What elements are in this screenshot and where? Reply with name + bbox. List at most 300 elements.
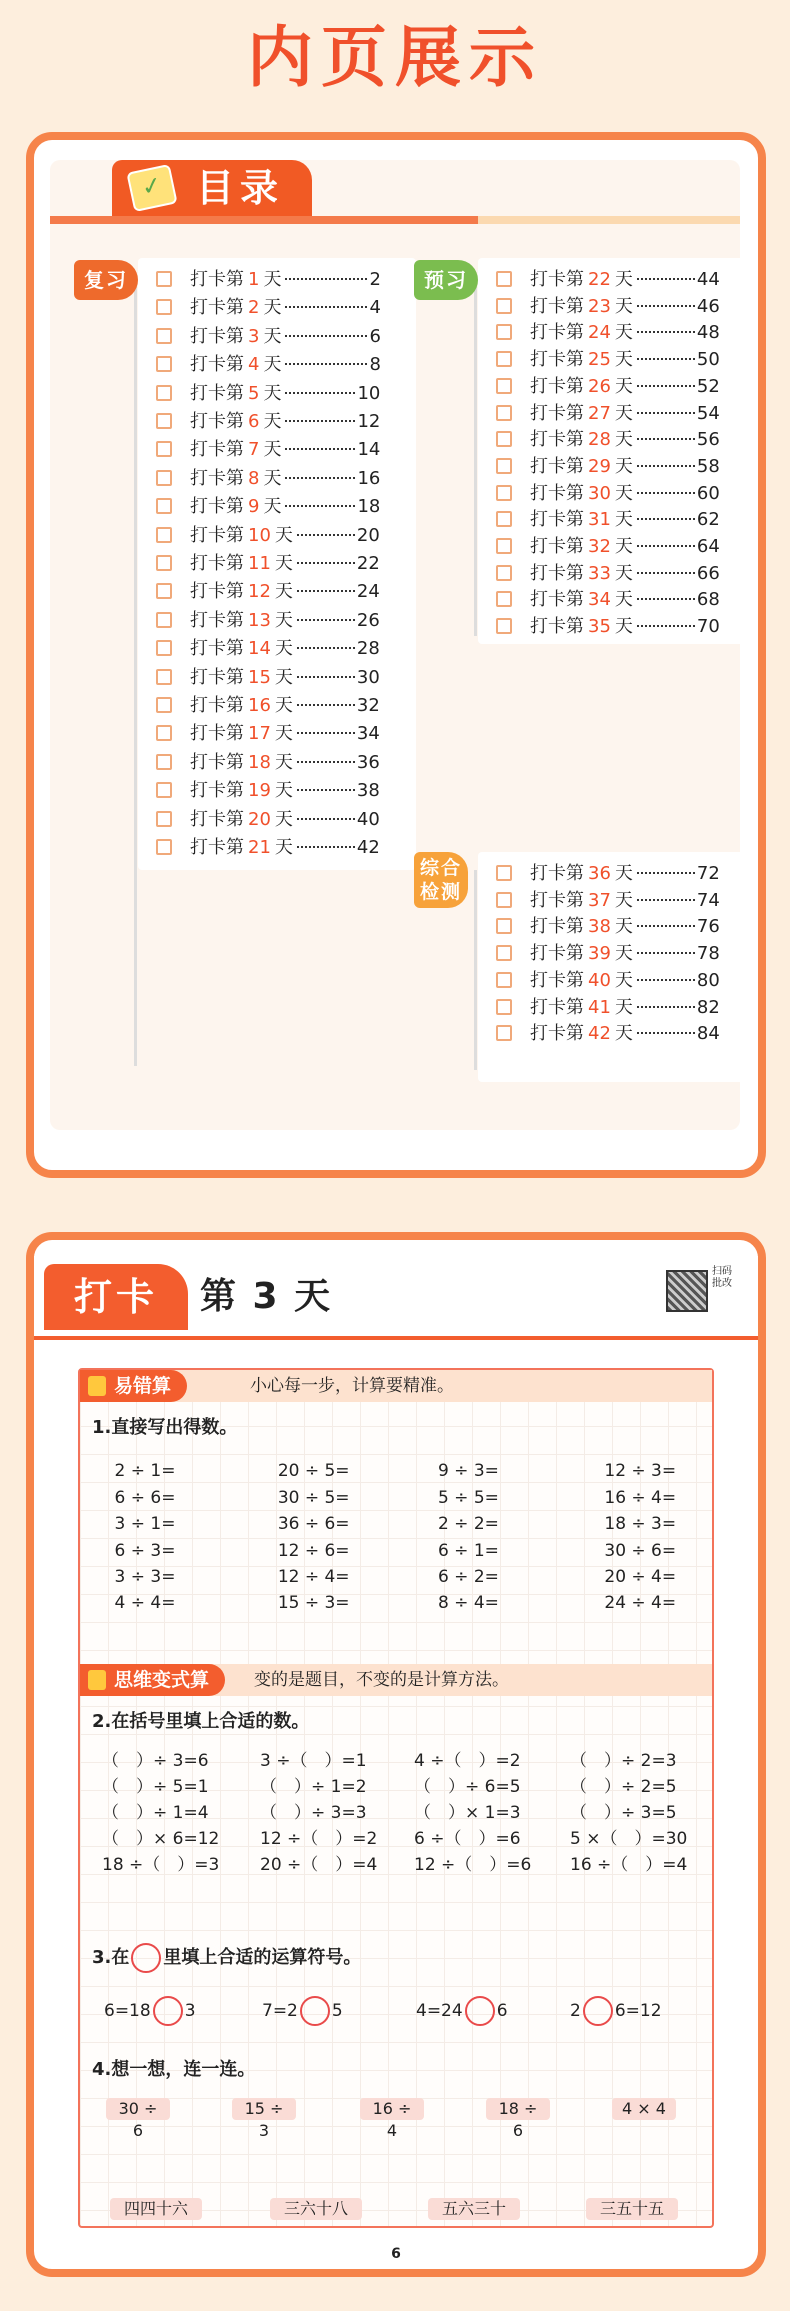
toc-entry-suffix: 天 xyxy=(614,295,633,317)
toc-entry-day: 2 xyxy=(248,297,260,319)
toc-entry-prefix: 打卡第 xyxy=(190,382,244,404)
leader-dots xyxy=(297,676,355,678)
checkbox[interactable] xyxy=(496,565,512,581)
checkbox[interactable] xyxy=(156,640,172,656)
toc-entry[interactable] xyxy=(496,613,720,641)
toc-title: 目录 xyxy=(196,166,285,210)
toc-entry-suffix: 天 xyxy=(274,638,293,660)
leader-dots xyxy=(285,392,355,394)
checkbox[interactable] xyxy=(496,271,512,287)
operator-item xyxy=(416,1994,508,2028)
checkbox[interactable] xyxy=(156,782,172,798)
toc-entry-day: 37 xyxy=(588,889,611,911)
fill-blank-expression[interactable]: 5 ×（ ）=30 xyxy=(570,1829,688,1849)
expression: 36 ÷ 6= xyxy=(277,1514,350,1535)
toc-entry[interactable] xyxy=(156,550,380,578)
toc-entry-page: 12 xyxy=(357,411,381,432)
fill-blank-expression[interactable]: （ ）÷ 3=3 xyxy=(260,1803,367,1823)
checkbox[interactable] xyxy=(156,754,172,770)
checkbox[interactable] xyxy=(156,413,172,429)
toc-entry-day: 38 xyxy=(588,916,611,938)
toc-entry-suffix: 天 xyxy=(614,429,633,451)
toc-entry-page: 48 xyxy=(696,322,720,344)
match-expression[interactable]: 30 ÷ 6 xyxy=(106,2098,170,2120)
toc-entry-suffix: 天 xyxy=(614,996,633,1018)
toc-entry-day: 32 xyxy=(588,536,611,557)
toc-entry[interactable] xyxy=(496,373,720,401)
leader-dots xyxy=(297,590,355,592)
leader-dots xyxy=(285,420,355,422)
toc-entry-prefix: 打卡第 xyxy=(190,638,244,660)
toc-entry[interactable] xyxy=(156,692,380,720)
toc-entry-prefix: 打卡第 xyxy=(530,562,584,584)
toc-entry[interactable] xyxy=(156,380,380,408)
leader-dots xyxy=(637,598,695,600)
leader-dots xyxy=(637,465,695,467)
toc-entry-page: 14 xyxy=(357,439,381,461)
operator-answer-circle[interactable] xyxy=(300,1996,330,2026)
toc-entry-day: 11 xyxy=(248,553,271,574)
toc-entry[interactable] xyxy=(496,506,720,534)
toc-entry-prefix: 打卡第 xyxy=(530,863,584,884)
expression: 16 ÷ 4= xyxy=(604,1487,677,1508)
toc-entry-day: 29 xyxy=(588,455,611,477)
toc-entry[interactable] xyxy=(156,493,380,521)
leader-dots xyxy=(297,647,355,649)
toc-entry[interactable] xyxy=(496,426,720,454)
operator-answer-circle[interactable] xyxy=(583,1996,613,2026)
leader-dots xyxy=(297,818,355,820)
checkbox[interactable] xyxy=(496,972,512,988)
toc-entry-suffix: 天 xyxy=(263,325,282,347)
leader-dots xyxy=(637,872,695,874)
leader-dots xyxy=(637,1032,695,1034)
fill-blank-expression[interactable]: 4 ÷（ ）=2 xyxy=(414,1751,521,1771)
toc-entry-page: 74 xyxy=(696,889,720,911)
fill-blank-expression[interactable]: 18 ÷（ ）=3 xyxy=(102,1855,220,1875)
toc-entry-suffix: 天 xyxy=(614,969,633,991)
toc-entry-suffix: 天 xyxy=(263,439,282,461)
toc-entry-day: 12 xyxy=(248,581,271,603)
band-thinking xyxy=(80,1664,712,1696)
toc-entry-suffix: 天 xyxy=(614,375,633,397)
toc-entry[interactable] xyxy=(496,400,720,428)
fill-blank-expression[interactable]: （ ）÷ 1=4 xyxy=(102,1803,209,1823)
checkbox[interactable] xyxy=(156,839,172,855)
toc-entry-suffix: 天 xyxy=(274,751,293,773)
band-tag-easy-mistake: 易错算 xyxy=(80,1370,187,1402)
checkbox[interactable] xyxy=(156,356,172,372)
toc-entry-page: 18 xyxy=(357,496,381,518)
checkbox[interactable] xyxy=(496,324,512,340)
expression: 6 ÷ 3= xyxy=(114,1540,176,1561)
toc-entry-day: 30 xyxy=(588,482,611,504)
fill-blank-expression[interactable]: 3 ÷（ ）=1 xyxy=(260,1751,367,1771)
worksheet xyxy=(78,1368,714,2228)
toc-entry-suffix: 天 xyxy=(274,723,293,745)
checkbox[interactable] xyxy=(156,527,172,543)
toc-entry-day: 6 xyxy=(248,411,260,432)
checkbox[interactable] xyxy=(496,458,512,474)
leader-dots xyxy=(637,925,695,927)
toc-entry-suffix: 天 xyxy=(263,382,282,404)
toc-entry[interactable] xyxy=(156,834,380,862)
toc-entry-prefix: 打卡第 xyxy=(190,837,244,858)
checkbox[interactable] xyxy=(496,431,512,447)
toc-entry-prefix: 打卡第 xyxy=(530,322,584,344)
answer-circle xyxy=(131,1943,161,1973)
practice-card xyxy=(26,1232,766,2277)
section-label-review: 复习 xyxy=(74,260,138,300)
operator-right: 5 xyxy=(331,2001,343,2021)
leader-dots xyxy=(637,625,695,627)
toc-entry-suffix: 天 xyxy=(263,269,282,290)
operator-right: 3 xyxy=(184,2001,196,2021)
toc-entry-prefix: 打卡第 xyxy=(190,723,244,745)
checkbox[interactable] xyxy=(496,945,512,961)
toc-entry[interactable] xyxy=(496,266,720,294)
fill-blank-expression[interactable]: （ ）÷ 3=5 xyxy=(570,1803,677,1823)
checkbox[interactable] xyxy=(156,669,172,685)
operator-right: 6 xyxy=(496,2001,508,2021)
fill-blank-expression[interactable]: （ ）× 1=3 xyxy=(414,1803,521,1823)
question-2-title: 2.在括号里填上合适的数。 xyxy=(92,1711,310,1732)
toc-entry[interactable] xyxy=(496,860,720,888)
toc-entry-day: 13 xyxy=(248,609,271,631)
question-3-title-pre: 3.在 xyxy=(92,1947,130,1968)
leader-dots xyxy=(637,331,695,333)
toc-entry-day: 17 xyxy=(248,723,271,745)
toc-entry-day: 33 xyxy=(588,562,611,584)
checkbox[interactable] xyxy=(156,271,172,287)
toc-entry-day: 41 xyxy=(588,996,611,1018)
toc-entry-page: 62 xyxy=(696,509,720,531)
match-rhyme[interactable]: 三六十八 xyxy=(270,2198,362,2220)
toc-entry-suffix: 天 xyxy=(614,509,633,531)
toc-entry-day: 24 xyxy=(588,322,611,344)
leader-dots xyxy=(637,305,695,307)
toc-entry[interactable] xyxy=(156,465,380,493)
toc-rule-right-2 xyxy=(474,870,477,1070)
toc-entry[interactable] xyxy=(496,994,720,1022)
toc-entry-day: 19 xyxy=(248,780,271,802)
toc-entry-prefix: 打卡第 xyxy=(530,943,584,965)
toc-entry[interactable] xyxy=(156,266,381,294)
leader-dots xyxy=(637,385,695,387)
fill-blank-expression[interactable]: （ ）÷ 6=5 xyxy=(414,1777,521,1797)
fill-blank-expression[interactable]: 6 ÷（ ）=6 xyxy=(414,1829,521,1849)
toc-entry-day: 10 xyxy=(248,524,271,546)
toc-entry-day: 28 xyxy=(588,429,611,451)
toc-card xyxy=(26,132,766,1178)
toc-entry-page: 70 xyxy=(696,616,720,638)
expression: 9 ÷ 3= xyxy=(437,1461,499,1482)
leader-dots xyxy=(637,518,695,520)
toc-entry-suffix: 天 xyxy=(274,666,293,688)
operator-left: 7=2 xyxy=(262,2001,298,2021)
toc-entry-day: 27 xyxy=(588,402,611,424)
toc-entry-suffix: 天 xyxy=(614,402,633,424)
checkbox[interactable] xyxy=(496,865,512,881)
toc-entry-suffix: 天 xyxy=(614,482,633,504)
toc-entry[interactable] xyxy=(496,533,720,561)
operator-item xyxy=(104,1994,196,2028)
toc-entry-page: 24 xyxy=(356,581,380,603)
toc-entry-page: 46 xyxy=(696,295,720,317)
toc-entry-day: 26 xyxy=(588,375,611,397)
checkbox[interactable] xyxy=(156,583,172,599)
toc-entry-prefix: 打卡第 xyxy=(530,429,584,451)
toc-entry[interactable] xyxy=(496,560,720,588)
toc-entry-suffix: 天 xyxy=(614,916,633,938)
fill-blank-expression[interactable]: （ ）÷ 2=3 xyxy=(570,1751,677,1771)
checkbox[interactable] xyxy=(156,612,172,628)
toc-entry[interactable] xyxy=(156,436,380,464)
expression: 20 ÷ 4= xyxy=(604,1567,677,1587)
toc-entry-day: 31 xyxy=(588,509,611,531)
leader-dots xyxy=(637,492,695,494)
toc-entry-day: 18 xyxy=(248,751,271,773)
checkbox[interactable] xyxy=(496,511,512,527)
checkbox[interactable] xyxy=(156,697,172,713)
toc-entry-prefix: 打卡第 xyxy=(530,375,584,397)
operator-left: 4=24 xyxy=(416,2001,463,2021)
fill-blank-expression[interactable]: （ ）÷ 3=6 xyxy=(102,1751,209,1771)
toc-entry-page: 44 xyxy=(696,269,720,290)
leader-dots xyxy=(297,789,355,791)
toc-entry[interactable] xyxy=(156,351,381,379)
toc-entry[interactable] xyxy=(496,967,720,995)
leader-dots xyxy=(297,562,355,564)
toc-entry-day: 3 xyxy=(248,325,260,347)
leader-dots xyxy=(637,438,695,440)
toc-entry-page: 32 xyxy=(356,695,380,716)
toc-entry-prefix: 打卡第 xyxy=(530,916,584,938)
toc-entry[interactable] xyxy=(496,913,720,941)
toc-entry-suffix: 天 xyxy=(614,889,633,911)
checkbox[interactable] xyxy=(156,441,172,457)
toc-entry-day: 9 xyxy=(248,496,260,518)
checkbox[interactable] xyxy=(156,498,172,514)
expression: 3 ÷ 3= xyxy=(114,1567,176,1587)
toc-entry[interactable] xyxy=(496,346,720,374)
leader-dots xyxy=(637,952,695,954)
toc-entry[interactable] xyxy=(496,586,720,614)
question-4-title: 4.想一想，连一连。 xyxy=(92,2059,256,2080)
checkbox[interactable] xyxy=(156,385,172,401)
toc-entry-prefix: 打卡第 xyxy=(190,808,244,830)
fill-blank-expression[interactable]: 16 ÷（ ）=4 xyxy=(570,1855,688,1875)
toc-entry[interactable] xyxy=(156,806,380,834)
toc-entry[interactable] xyxy=(156,607,380,635)
match-expression[interactable]: 16 ÷ 4 xyxy=(360,2098,424,2120)
toc-entry[interactable] xyxy=(496,293,720,321)
toc-entry-day: 23 xyxy=(588,295,611,317)
expression: 24 ÷ 4= xyxy=(604,1593,677,1614)
toc-entry-suffix: 天 xyxy=(274,780,293,802)
toc-entry-suffix: 天 xyxy=(614,349,633,371)
checkbox[interactable] xyxy=(496,298,512,314)
qr-label: 扫码批改 xyxy=(712,1266,732,1289)
leader-dots xyxy=(297,619,355,621)
match-expression[interactable]: 15 ÷ 3 xyxy=(232,2098,296,2120)
operator-left: 6=18 xyxy=(104,2001,151,2021)
toc-entry-day: 25 xyxy=(588,349,611,371)
leader-dots xyxy=(285,335,367,337)
toc-entry-suffix: 天 xyxy=(274,524,293,546)
toc-entry-day: 5 xyxy=(248,382,260,404)
leader-dots xyxy=(297,732,355,734)
toc-entry-prefix: 打卡第 xyxy=(190,581,244,603)
match-rhyme[interactable]: 四四十六 xyxy=(110,2198,202,2220)
fill-blank-expression[interactable]: （ ）÷ 1=2 xyxy=(260,1777,367,1797)
toc-entry-page: 76 xyxy=(696,916,720,938)
checkbox[interactable] xyxy=(496,999,512,1015)
toc-entry[interactable] xyxy=(496,319,720,347)
toc-entry[interactable] xyxy=(496,453,720,481)
toc-entry-prefix: 打卡第 xyxy=(530,482,584,504)
fill-blank-expression[interactable]: （ ）× 6=12 xyxy=(102,1829,220,1849)
toc-entry-suffix: 天 xyxy=(274,553,293,574)
toc-entry-suffix: 天 xyxy=(274,837,293,858)
operator-item xyxy=(570,1994,662,2028)
toc-entry-page: 16 xyxy=(357,467,381,489)
toc-entry-prefix: 打卡第 xyxy=(190,269,244,290)
leader-dots xyxy=(637,572,695,574)
leader-dots xyxy=(637,979,695,981)
expression: 12 ÷ 6= xyxy=(277,1540,350,1561)
checkbox[interactable] xyxy=(496,1025,512,1041)
toc-entry-page: 20 xyxy=(356,524,380,546)
toc-entry-day: 39 xyxy=(588,943,611,965)
toc-entry-page: 60 xyxy=(696,482,720,504)
toc-entry-prefix: 打卡第 xyxy=(530,349,584,371)
toc-entry[interactable] xyxy=(156,777,380,805)
checkbox[interactable] xyxy=(496,405,512,421)
day-title: 第 3 天 xyxy=(200,1276,333,1317)
toc-entry-suffix: 天 xyxy=(263,297,282,319)
section-label-test: 综合检测 xyxy=(414,852,468,908)
toc-entry-page: 10 xyxy=(357,382,381,404)
toc-entry[interactable] xyxy=(496,480,720,508)
toc-entry-prefix: 打卡第 xyxy=(530,616,584,638)
checkbox[interactable] xyxy=(156,470,172,486)
toc-entry-prefix: 打卡第 xyxy=(190,524,244,546)
operator-answer-circle[interactable] xyxy=(465,1996,495,2026)
toc-entry-suffix: 天 xyxy=(274,695,293,716)
checkbox[interactable] xyxy=(496,538,512,554)
toc-entry[interactable] xyxy=(156,720,380,748)
checkbox[interactable] xyxy=(496,892,512,908)
toc-entry[interactable] xyxy=(156,522,380,550)
question-3-title xyxy=(92,1942,361,1974)
checkbox[interactable] xyxy=(156,811,172,827)
toc-entry[interactable] xyxy=(156,664,380,692)
leader-dots xyxy=(285,278,367,280)
match-rhyme[interactable]: 五六三十 xyxy=(428,2198,520,2220)
toc-entry-page: 26 xyxy=(356,609,380,631)
toc-entry[interactable] xyxy=(496,887,720,915)
fill-blank-expression[interactable]: （ ）÷ 5=1 xyxy=(102,1777,209,1797)
toc-entry-page: 4 xyxy=(369,297,381,319)
leader-dots xyxy=(285,306,367,308)
checkbox[interactable] xyxy=(496,918,512,934)
checkbox[interactable] xyxy=(496,591,512,607)
checkbox[interactable] xyxy=(496,485,512,501)
fill-blank-expression[interactable]: 12 ÷（ ）=6 xyxy=(414,1855,532,1875)
checkbox[interactable] xyxy=(156,299,172,315)
toc-entry[interactable] xyxy=(156,635,380,663)
qr-code-icon[interactable] xyxy=(666,1270,708,1312)
toc-entry[interactable] xyxy=(496,1020,720,1048)
checkbox[interactable] xyxy=(496,378,512,394)
toc-entry-page: 56 xyxy=(696,429,720,451)
toc-entry-prefix: 打卡第 xyxy=(530,889,584,911)
checkbox[interactable] xyxy=(156,555,172,571)
toc-entry-suffix: 天 xyxy=(614,322,633,344)
operator-answer-circle[interactable] xyxy=(153,1996,183,2026)
toc-entry-page: 84 xyxy=(696,1023,720,1045)
toc-entry-prefix: 打卡第 xyxy=(190,411,244,432)
match-expression[interactable]: 18 ÷ 6 xyxy=(486,2098,550,2120)
expression: 30 ÷ 6= xyxy=(604,1540,677,1561)
leader-dots xyxy=(297,846,355,848)
toc-entry-day: 4 xyxy=(248,354,260,376)
expression: 18 ÷ 3= xyxy=(604,1514,677,1535)
expression: 6 ÷ 6= xyxy=(114,1487,176,1508)
toc-entry-day: 20 xyxy=(248,808,271,830)
checkbox[interactable] xyxy=(156,725,172,741)
leader-dots xyxy=(637,278,695,280)
match-rhyme[interactable]: 三五十五 xyxy=(586,2198,678,2220)
leader-dots xyxy=(637,412,695,414)
toc-entry-suffix: 天 xyxy=(263,354,282,376)
toc-entry-page: 40 xyxy=(356,808,380,830)
toc-entry-page: 68 xyxy=(696,589,720,611)
toc-entry-suffix: 天 xyxy=(614,269,633,290)
toc-entry-page: 78 xyxy=(696,943,720,965)
toc-entry[interactable] xyxy=(496,940,720,968)
toc-entry-suffix: 天 xyxy=(614,616,633,638)
toc-entry-prefix: 打卡第 xyxy=(190,780,244,802)
leader-dots xyxy=(285,363,367,365)
checkbox[interactable] xyxy=(156,328,172,344)
fill-blank-expression[interactable]: 12 ÷（ ）=2 xyxy=(260,1829,378,1849)
checkbox[interactable] xyxy=(496,351,512,367)
toc-entry-day: 8 xyxy=(248,467,260,489)
fill-blank-expression[interactable]: （ ）÷ 2=5 xyxy=(570,1777,677,1797)
toc-entry-prefix: 打卡第 xyxy=(530,455,584,477)
toc-entry-day: 34 xyxy=(588,589,611,611)
toc-entry[interactable] xyxy=(156,294,381,322)
toc-entry-page: 6 xyxy=(369,325,381,347)
toc-entry-page: 58 xyxy=(696,455,720,477)
fill-blank-expression[interactable]: 20 ÷（ ）=4 xyxy=(260,1855,378,1875)
toc-entry-suffix: 天 xyxy=(614,863,633,884)
toc-entry-page: 72 xyxy=(696,863,720,884)
toc-entry-prefix: 打卡第 xyxy=(530,269,584,290)
toc-entry[interactable] xyxy=(156,408,380,436)
toc-entry[interactable] xyxy=(156,323,381,351)
toc-entry-suffix: 天 xyxy=(614,562,633,584)
toc-entry[interactable] xyxy=(156,578,380,606)
match-expression[interactable]: 4 × 4 xyxy=(612,2098,676,2120)
checkbox[interactable] xyxy=(496,618,512,634)
toc-entry-day: 22 xyxy=(588,269,611,290)
toc-entry-prefix: 打卡第 xyxy=(190,666,244,688)
toc-entry[interactable] xyxy=(156,749,380,777)
toc-entry-suffix: 天 xyxy=(274,609,293,631)
